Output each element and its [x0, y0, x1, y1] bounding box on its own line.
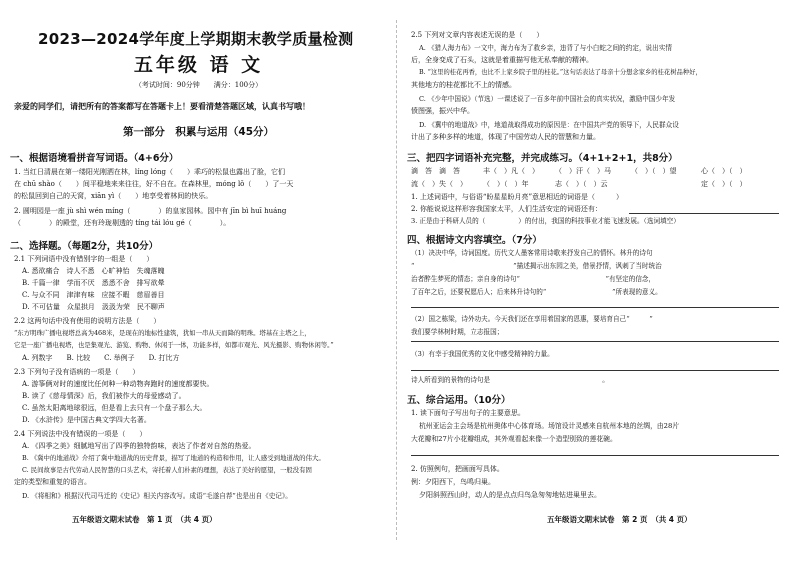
option-b: B. “这里的桂花再香，也比不上家乡院子里的桂花。”这句话表达了母亲十分想念家乡的桂花树品种好， [419, 69, 702, 76]
section-3-title: 三、把四字词语补充完整，并完成练习。（4+1+2+1，共8分） [407, 153, 678, 164]
question-stem: 2.1 下列词语中没有错别字的一组是（ ） [14, 255, 154, 263]
option-a-cont: 后，全身变成了石头，这就是着重描写他无私奉献的精神。 [411, 56, 593, 64]
poem-question: “ ”描述揭示出东园之美，借景抒情，讽刺了当时统治 [411, 262, 662, 270]
poem-question: （1）决决中华，诗词国度。历代文人墨客常用诗歌来抒发自己的情怀。林升的诗句 [411, 249, 653, 257]
option-c: C. 《少年中国说》（节选）一课述说了一百多年前中国社会的真实状况，激励中国少年发 [419, 95, 676, 103]
section-5-title: 五、综合运用。（10分） [407, 395, 511, 406]
option-d-cont: 计出了多种多样的地道，体现了中国劳动人民的智慧和力量。 [411, 133, 600, 141]
option-d: D. 《将相和》根据汉代司马迁的《史记》相关内容改写。成语“毛遂自荐”也是出自《史记》。 [22, 492, 292, 500]
section-1-line: （ ）的殿堂，还有玲珑剔透的 tíng tái lóu gé（ ）。 [14, 219, 231, 227]
part-title: 第一部分 积累与运用（45分） [122, 126, 275, 138]
rewrite-question: 2. 仿照例句，把画面写具体。 [411, 465, 504, 473]
option-b: B. 千篇一律 学而不厌 悉悉不舍 排写欲晕 [22, 279, 165, 287]
idiom-blank: （ ）汗（ ）马 [555, 167, 611, 175]
option-c-cont: 愤图强，振兴中华。 [411, 107, 474, 115]
option-a: A. 《猎人海力布》一文中，海力布为了救乡亲，违背了与小白蛇之间的约定，说出实情 [419, 44, 672, 52]
question-stem: 2.2 这两句话中没有使用的说明方法是（ ） [14, 317, 161, 325]
option-b: B. 读了《慈母情深》后，我们被作大的母爱感动了。 [22, 392, 186, 400]
question-text: “东方明珠广播电视塔总高为468米，是现在的地标性建筑，犹如一串从天而降的明珠。塔基在主塔之上， [14, 329, 311, 337]
option-c-cont: 定的类型和重复的语言。 [14, 478, 91, 486]
idiom-question: 2. 你能说说这样形容我国家太平，人们生活安定的词语还有： [411, 205, 602, 213]
option-a: A. 游筝俩对时的速度比任何种一种动物奔跑时的速度都要快。 [22, 380, 214, 388]
section-1-line: 的松鼠回到自己的天窝，xiān yì（ ）地享受着林间的快乐。 [14, 192, 213, 200]
grade-title: 五年级 语 文 [133, 54, 264, 76]
option-d: D. 《冀中的地道战》中，地道战取得成功的原因是：在中国共产党的领导下，人民群众设 [419, 121, 679, 129]
option-b-cont: 其他地方的桂花都比不上的情感。 [411, 81, 516, 89]
answer-line[interactable] [411, 341, 779, 342]
rewrite-example: 夕阳斜照西山时，动人的是点点归鸟急匆匆地钻进巢里去。 [419, 491, 601, 499]
idiom-blank: 滴 答 滴 答 [411, 167, 460, 175]
idiom-blank: （ ）（ ）年 [483, 180, 529, 188]
poem-question: 诗人所看到的景物的诗句是 。 [411, 376, 609, 384]
poem-question: 治者醉生梦死的情态；亲自身的诗句“ ”有坚定的信念， [411, 275, 656, 283]
answer-line[interactable] [411, 455, 779, 456]
rewrite-example: 例：夕阳西下，鸟鸣归巢。 [411, 478, 495, 486]
option-a: A. 悉欲痛合 诗人不悉 心旷神怡 失魂落魄 [22, 267, 165, 275]
exam-title: 2023—2024学年度上学期期末教学质量检测 [38, 30, 354, 48]
poem-question: （3）有幸于我国优秀的文化中感受精神的力量。 [411, 350, 554, 358]
option-b: B. 《冀中的地道战》介绍了冀中地道战的历史背景，描写了地道的构造和作用，让人感受到地道战的伟大。 [22, 454, 325, 462]
poem-question: 了百年之后，还要祝愿后人；后来林升诗句的“ ”所表现的意义。 [411, 288, 662, 296]
comprehension-passage: 杭州亚运会主会场是杭州奥体中心体育场。场馆设计灵感来自杭州本地的丝绸，由28片 [419, 422, 680, 430]
exam-page-2 [397, 0, 794, 561]
question-text: 它是一座广播电视塔，也是集观光、游览、购物、休闲于一体，功能多样，如都市观光、风光摄影、购物休闲等。” [14, 341, 334, 349]
answer-line[interactable] [411, 307, 779, 308]
page-footer: 五年级语文期末试卷 第 1 页 （共 4 页） [72, 515, 217, 524]
comprehension-passage: 大花瓣和27片小花瓣组成，其外观看起来像一个造型别致的莲花碗。 [411, 435, 617, 443]
section-1-line: 在 chū shào（ ）间平稳地来来往往，好不自在。在森林里，móng lǒ（ ）了一天 [14, 180, 294, 188]
idiom-question: 3. 正是由于科研人员的（ ）的付出，我国的科技事业才能飞速发展。（选词填空） [411, 217, 680, 225]
idiom-blank: 流（ ）失（ ） [411, 180, 467, 188]
option-c: C. 民间故事是古代劳动人民智慧的口头艺术，寄托着人们朴素的理想，表达了美好的愿望，一般没有固 [22, 466, 312, 474]
option-a: A. 《四季之美》细腻地写出了四季的独特韵味，表达了作者对自然的热爱。 [22, 442, 256, 450]
question-stem: 2.3 下列句子没有语病的一项是（ ） [14, 368, 140, 376]
option-c: C. 与众不同 津津有味 应接不暇 慈眉善目 [22, 291, 165, 299]
answer-line[interactable] [629, 213, 779, 214]
idiom-blank: （ ）（ ）望 [631, 167, 677, 175]
section-1-title: 一、根据语境看拼音写词语。（4+6分） [10, 153, 179, 164]
exam-notice: 亲爱的同学们，请把所有的答案都写在答题卡上！要看清楚答题区域，认真书写哦！ [14, 101, 310, 111]
poem-question: 我们要学林树时期，立志报国； [411, 328, 504, 336]
section-1-line: 2. 圆明园是一座 jù shì wén míng（ ）的皇家园林。园中有 jīn bì huī huáng [14, 207, 287, 215]
comprehension-question: 1. 读下面句子写出句子的主要意思。 [411, 409, 525, 417]
question-stem: 2.4 下列说法中没有错误的一项是（ ） [14, 430, 147, 438]
poem-question: （2）国之栋梁，诗外功夫。今天我们还在享用着国家的恩惠，要培育自己“ ” [411, 315, 653, 323]
question-stem: 2.5 下列对文章内容表述无误的是（ ） [411, 31, 544, 39]
exam-info: （考试时间：90分钟 满分：100分） [134, 81, 263, 89]
page-footer: 五年级语文期末试卷 第 2 页 （共 4 页） [547, 515, 692, 524]
question-options: A. 列数字 B. 比较 C. 举例子 D. 打比方 [22, 354, 180, 362]
section-4-title: 四、根据诗文内容填空。（7分） [407, 235, 542, 246]
idiom-blank: 心（ ）（ ） [701, 167, 747, 175]
section-2-title: 二、选择题。（每题2分，共10分） [10, 241, 159, 252]
idiom-blank: 定（ ）（ ） [701, 180, 747, 188]
section-1-line: 1. 当红日清晨在第一缕阳光刚洒在林，líng lóng（ ）乖巧的松鼠也露出了脸，它们 [14, 168, 286, 176]
answer-line[interactable] [411, 370, 779, 371]
idiom-blank: 志（ ）（ ）云 [555, 180, 608, 188]
idiom-question: 1. 上述词语中，与俗语“盼星星盼月亮”意思相近的词语是（ ） [411, 193, 624, 201]
option-d: D. 《水浒传》是中国古典文学四大名著。 [22, 416, 151, 424]
option-c: C. 虽然太阳离地球很远，但是看上去只有一个盘子那么大。 [22, 404, 207, 412]
option-d: D. 不可估量 众星拱月 汲汲为荣 民不聊声 [22, 303, 165, 311]
idiom-blank: 丰（ ）凡（ ） [483, 167, 539, 175]
